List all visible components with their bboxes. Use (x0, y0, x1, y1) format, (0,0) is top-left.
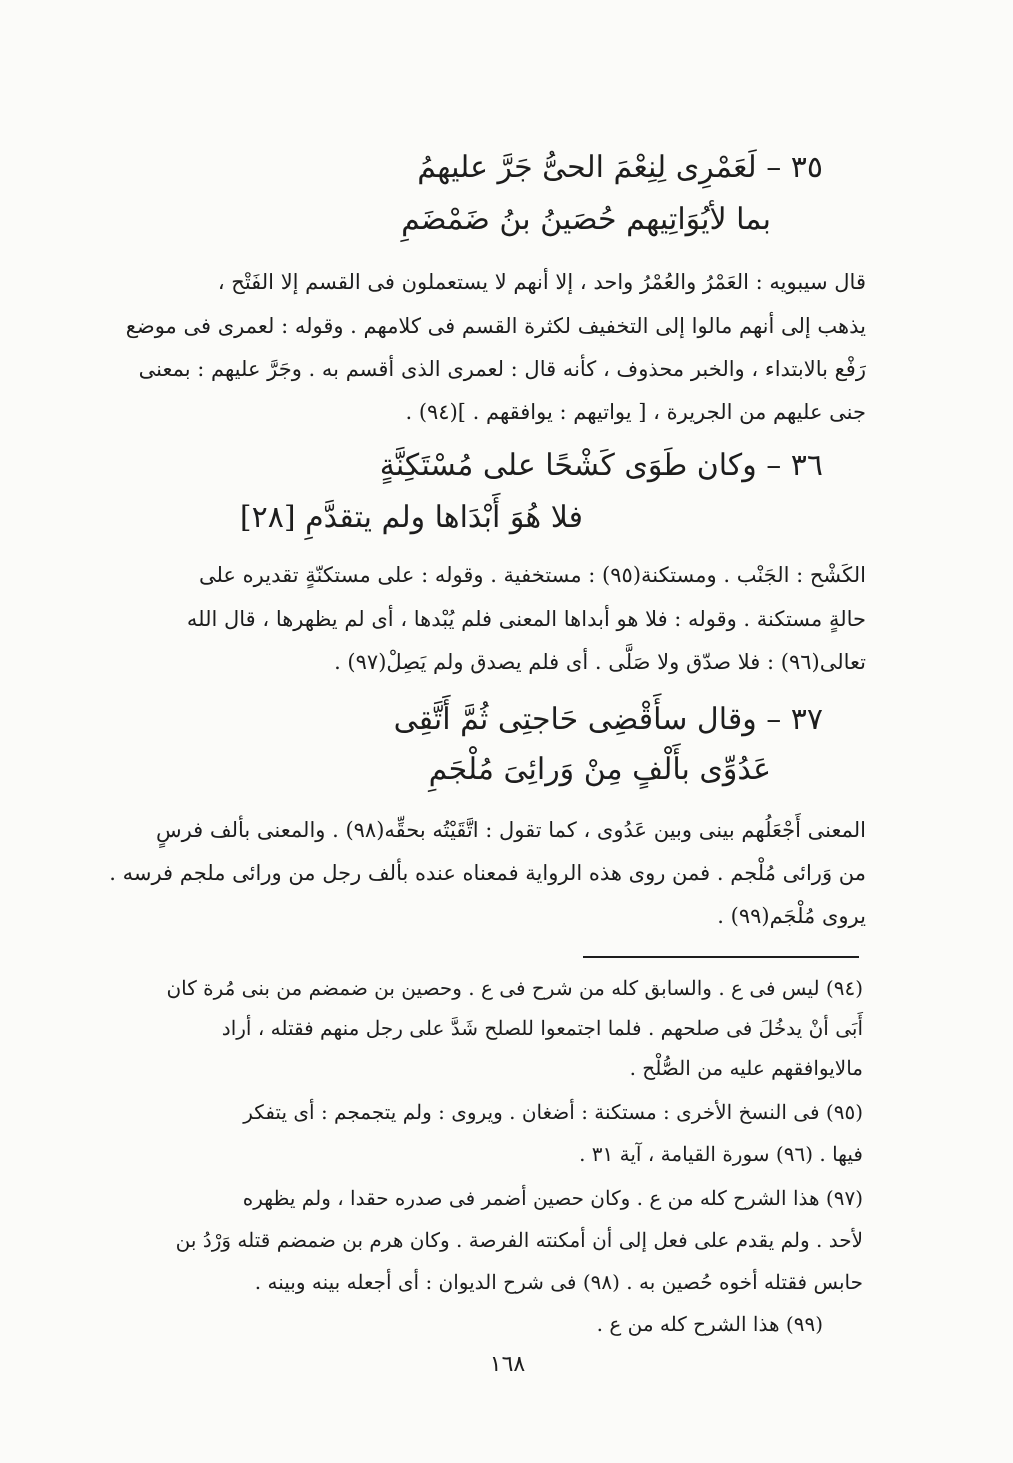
commentary-line: جنى عليهم من الجريرة ، [ يواتيهم : يوافقهم . ](٩٤) . (405, 400, 866, 424)
footnote-line: لأحد . ولم يقدم على فعل إلى أن أمكنته الفرصة . وكان هرم بن ضمضم قتله وَرْدُ بن (175, 1228, 863, 1252)
commentary-line: يذهب إلى أنهم مالوا إلى التخفيف لكثرة القسم فى كلامهم . وقوله : لعمرى فى موضع (125, 314, 866, 338)
footnote-line: (٩٧) هذا الشرح كله من ع . وكان حصين أضمر فى صدره حقدا ، ولم يظهره (242, 1186, 863, 1210)
footnote-separator (583, 956, 859, 958)
footnote-line: مالايوافقهم عليه من الصُّلْح . (629, 1056, 863, 1080)
commentary-line: تعالى(٩٦) : فلا صدّق ولا صَلَّى . أى فلم يصدق ولم يَصِلْ(٩٧) . (334, 650, 866, 674)
footnote-line: (٩٤) ليس فى ع . والسابق كله من شرح فى ع . وحصين بن ضمضم من بنى مُرة كان (166, 976, 863, 1000)
footnote-line: فيها . (٩٦) سورة القيامة ، آية ٣١ . (579, 1142, 863, 1166)
commentary-line: رَفْع بالابتداء ، والخبر محذوف ، كأنه قال : لعمرى الذى أقسم به . وجَرَّ عليهم : بمعنى (138, 357, 866, 381)
verse-36-line-1: ٣٦ – وكان طَوَى كَشْحًا على مُسْتَكِنَّةٍ (379, 448, 823, 483)
commentary-line: من وَرائى مُلْجم . فمن روى هذه الرواية فمعناه عنده بألف رجل من ورائى ملجم فرسه . (109, 861, 866, 885)
commentary-line: حالةٍ مستكنة . وقوله : فلا هو أبداها المعنى فلم يُبْدها ، أى لم يظهرها ، قال الله (186, 607, 866, 631)
page-number: ١٦٨ (489, 1352, 526, 1377)
footnote-line: حابس فقتله أخوه حُصين به . (٩٨) فى شرح الديوان : أى أجعله بينه وبينه . (254, 1270, 863, 1294)
commentary-line: المعنى أَجْعَلُهم بينى وبين عَدُوى ، كما تقول : اتَّقَيْتُه بحقِّه(٩٨) . والمعنى بألف فرسٍ (155, 818, 866, 842)
verse-36-line-2: فلا هُوَ أَبْدَاها ولم يتقدَّمِ [٢٨] (239, 500, 583, 535)
footnote-line: أَبَى أنْ يدخُلَ فى صلحهم . فلما اجتمعوا للصلح شَدَّ على رجل منهم فقتله ، أراد (221, 1016, 863, 1040)
verse-35-line-2: بما لأيُوَاتِيهم حُصَينُ بنُ ضَمْضَمِ (401, 202, 771, 237)
footnote-line: (٩٩) هذا الشرح كله من ع . (596, 1312, 823, 1336)
commentary-line: الكَشْح : الجَنْب . ومستكنة(٩٥) : مستخفية . وقوله : على مستكنّةٍ تقديره على (198, 563, 866, 587)
footnote-line: (٩٥) فى النسخ الأخرى : مستكنة : أضغان . ويروى : ولم يتجمجم : أى يتفكر (243, 1100, 863, 1124)
commentary-line: يروى مُلْجَم(٩٩) . (717, 904, 866, 928)
commentary-line: قال سيبويه : العَمْرُ والعُمْرُ واحد ، إلا أنهم لا يستعملون فى القسم إلا الفَتْح ، (217, 270, 866, 294)
verse-35-line-1: ٣٥ – لَعَمْرِى لِنِعْمَ الحىُّ جَرَّ عليهمُ (417, 150, 823, 185)
verse-37-line-2: عَدُوِّى بأَلْفٍ مِنْ وَرائِىَ مُلْجَمِ (428, 752, 771, 787)
verse-37-line-1: ٣٧ – وقال سأَقْضِى حَاجتِى ثُمَّ أَتَّقِى (393, 702, 823, 737)
